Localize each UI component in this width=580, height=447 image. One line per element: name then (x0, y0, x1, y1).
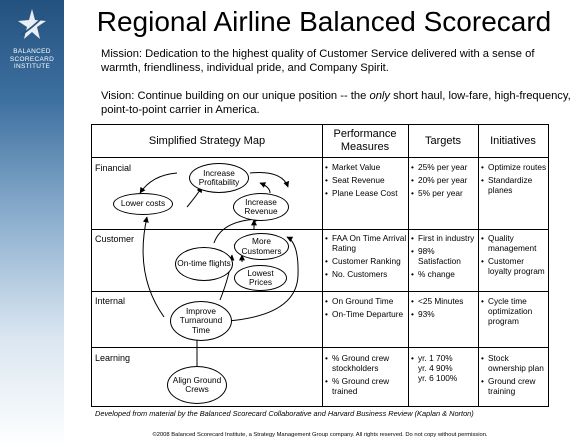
list-item: • FAA On Time Arrival Rating (324, 233, 407, 253)
node-increase-profitability: Increase Profitability (189, 163, 249, 193)
initiatives-internal (480, 296, 548, 329)
node-on-time-flights: On-time flights (175, 247, 233, 281)
list-item: • <25 Minutes (410, 296, 478, 306)
list-item: • % change (410, 269, 478, 279)
copyright-notice: ©2008 Balanced Scorecard Institute, a Strategy Management Group company. All rights reserved. Do not copy without permission. (152, 432, 488, 438)
vision-suffix: short haul, low-fare, high-frequency, point-to-point carrier in America. (101, 90, 571, 116)
initiatives-financial (480, 162, 548, 198)
list-item: • Stock ownership plan (480, 353, 548, 373)
header-targets: Targets (424, 134, 462, 147)
perspective-internal: Internal (95, 296, 126, 306)
list-item: • Customer loyalty program (480, 256, 548, 276)
page-title: Regional Airline Balanced Scorecard (96, 6, 552, 37)
list-item: • 25% per year (410, 162, 478, 172)
vision-statement (101, 89, 571, 117)
column-divider (478, 125, 479, 406)
list-item: • % Ground crew stockholders (324, 353, 407, 373)
node-improve-turnaround: Improve Turnaround Time (170, 301, 232, 341)
header-measures: Performance Measures (333, 128, 397, 153)
targets-financial (410, 162, 478, 201)
list-item: • Customer Ranking (324, 256, 407, 266)
logo-line: SCORECARD (9, 55, 55, 63)
list-item: • Seat Revenue (324, 175, 407, 185)
list-item: • % Ground crew trained (324, 376, 407, 396)
header-initiatives: Initiatives (490, 134, 536, 147)
list-item: • Market Value (324, 162, 407, 172)
targets-customer (410, 233, 478, 282)
list-item: • Plane Lease Cost (324, 188, 407, 198)
list-item: • No. Customers (324, 269, 407, 279)
vision-prefix: Vision: Continue building on our unique position -- the (101, 90, 370, 102)
targets-internal (410, 296, 478, 322)
scorecard-table (91, 124, 549, 407)
logo-line: BALANCED (13, 48, 51, 55)
list-item: • yr. 1 70% yr. 4 90% yr. 6 100% (410, 353, 478, 383)
perspective-financial: Financial (95, 163, 132, 173)
measures-learning (324, 353, 407, 399)
header-strategy-map: Simplified Strategy Map (148, 134, 266, 147)
node-more-customers: More Customers (234, 233, 289, 260)
list-item: • 93% (410, 309, 478, 319)
measures-financial (324, 162, 407, 201)
node-increase-revenue: Increase Revenue (233, 193, 289, 221)
list-item: • 20% per year (410, 175, 478, 185)
list-item: • Quality management (480, 233, 548, 253)
list-item: • 98% Satisfaction (410, 246, 478, 266)
measures-customer (324, 233, 407, 282)
column-divider (408, 125, 409, 406)
list-item: • Cycle time optimization program (480, 296, 548, 326)
sidebar-gradient (0, 0, 64, 447)
node-align-ground-crews: Align Ground Crews (167, 366, 227, 404)
list-item: • On-Time Departure (324, 309, 407, 319)
list-item: • First in industry (410, 233, 478, 243)
column-divider (322, 125, 323, 406)
vision-emphasis: only (369, 90, 391, 102)
list-item: • Ground crew training (480, 376, 548, 396)
source-credit: Developed from material by the Balanced Scorecard Collaborative and Harvard Business Review (Kaplan & Norton) (95, 409, 474, 418)
measures-internal (324, 296, 407, 322)
perspective-learning: Learning (95, 353, 131, 363)
list-item: • Standardize planes (480, 175, 548, 195)
star-icon (17, 8, 47, 42)
logo-line: INSTITUTE (13, 63, 51, 70)
mission-statement: Mission: Dedication to the highest quality of Customer Service delivered with a sense of warmth, friendliness, individual pride, and Company Spirit. (101, 48, 535, 74)
perspective-customer: Customer (95, 234, 135, 244)
list-item: • 5% per year (410, 188, 478, 198)
initiatives-learning (480, 353, 548, 399)
node-lower-costs: Lower costs (113, 193, 173, 215)
targets-learning (410, 353, 478, 386)
initiatives-customer (480, 233, 548, 279)
list-item: • On Ground Time (324, 296, 407, 306)
node-lowest-prices: Lowest Prices (234, 265, 287, 291)
list-item: • Optimize routes (480, 162, 548, 172)
